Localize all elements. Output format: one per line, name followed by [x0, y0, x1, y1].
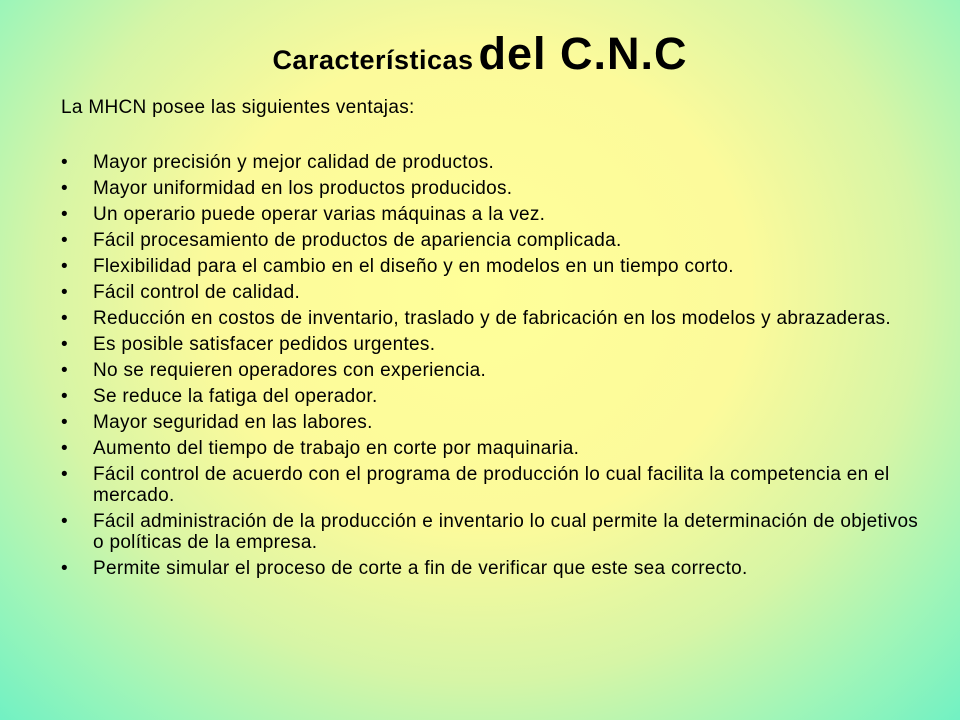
bullet-text: Fácil control de calidad.: [93, 282, 301, 303]
bullet-item: [61, 558, 921, 579]
bullet-icon: •: [61, 511, 68, 532]
bullet-text: Es posible satisfacer pedidos urgentes.: [93, 334, 436, 355]
bullet-icon: •: [61, 386, 68, 407]
bullet-item: [61, 464, 921, 506]
bullet-item: [61, 256, 921, 277]
bullet-icon: •: [61, 558, 68, 579]
bullet-text: Mayor uniformidad en los productos producidos.: [93, 178, 513, 199]
bullet-icon: •: [61, 464, 68, 485]
bullet-icon: •: [61, 256, 68, 277]
bullet-text: Reducción en costos de inventario, traslado y de fabricación en los modelos y abrazaderas.: [93, 308, 891, 329]
title-part-2: del C.N.C: [478, 28, 688, 79]
bullet-text: Mayor precisión y mejor calidad de productos.: [93, 152, 495, 173]
bullet-icon: •: [61, 282, 68, 303]
slide-title: [0, 28, 960, 80]
bullet-text: Fácil administración de la producción e inventario lo cual permite la determinación de objetivos o políticas de la empresa.: [93, 511, 919, 553]
bullet-text: Permite simular el proceso de corte a fin de verificar que este sea correcto.: [93, 558, 748, 579]
bullet-icon: •: [61, 334, 68, 355]
bullet-item: [61, 386, 921, 407]
bullet-list: [61, 152, 921, 584]
bullet-icon: •: [61, 438, 68, 459]
bullet-item: [61, 308, 921, 329]
bullet-text: No se requieren operadores con experiencia.: [93, 360, 487, 381]
bullet-icon: •: [61, 360, 68, 381]
bullet-icon: •: [61, 204, 68, 225]
bullet-icon: •: [61, 230, 68, 251]
bullet-item: [61, 282, 921, 303]
title-part-1: Características: [272, 45, 474, 75]
bullet-icon: •: [61, 152, 68, 173]
bullet-item: [61, 438, 921, 459]
bullet-item: [61, 178, 921, 199]
bullet-text: Fácil control de acuerdo con el programa de producción lo cual facilita la competencia en el mercado.: [93, 464, 890, 506]
bullet-text: Aumento del tiempo de trabajo en corte por maquinaria.: [93, 438, 580, 459]
bullet-text: Se reduce la fatiga del operador.: [93, 386, 378, 407]
bullet-item: [61, 230, 921, 251]
bullet-icon: •: [61, 178, 68, 199]
bullet-text: Mayor seguridad en las labores.: [93, 412, 373, 433]
bullet-item: [61, 204, 921, 225]
bullet-item: [61, 360, 921, 381]
bullet-item: [61, 511, 921, 553]
bullet-item: [61, 334, 921, 355]
bullet-icon: •: [61, 412, 68, 433]
bullet-text: Flexibilidad para el cambio en el diseño y en modelos en un tiempo corto.: [93, 256, 734, 277]
bullet-text: Fácil procesamiento de productos de apariencia complicada.: [93, 230, 622, 251]
bullet-item: [61, 412, 921, 433]
bullet-item: [61, 152, 921, 173]
bullet-icon: •: [61, 308, 68, 329]
bullet-text: Un operario puede operar varias máquinas a la vez.: [93, 204, 546, 225]
intro-text: La MHCN posee las siguientes ventajas:: [61, 97, 415, 118]
